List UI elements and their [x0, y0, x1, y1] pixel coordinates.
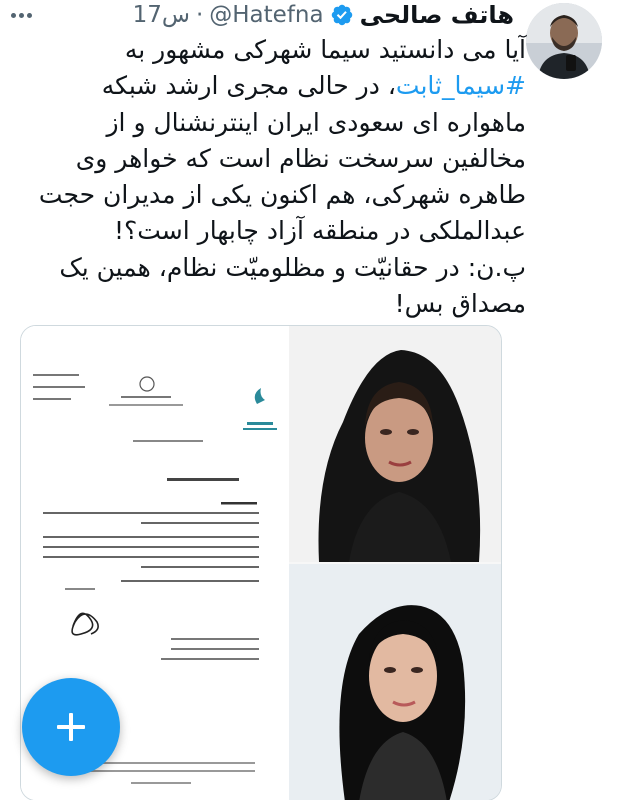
tweet-text-line: مصداق بس! [394, 289, 526, 319]
author-avatar[interactable] [526, 3, 602, 79]
news-anchor-illustration [289, 564, 502, 800]
tweet-text-line: عبدالملکی در منطقه آزاد چابهار است؟! [113, 216, 526, 246]
tweet-text-fragment: ، در حالی مجری ارشد شبکه [101, 71, 396, 101]
hijab-portrait-illustration [289, 326, 502, 562]
hijab-portrait-image[interactable] [289, 326, 502, 562]
tweet-text-line: مخالفین سرسخت نظام است که خواهر وی [75, 143, 526, 173]
news-anchor-image[interactable] [289, 564, 502, 800]
compose-plus-icon [54, 710, 88, 744]
author-handle[interactable]: @Hatefna [209, 2, 324, 28]
compose-tweet-button[interactable] [22, 678, 120, 776]
tweet-text-line: ماهواره ای سعودی ایران اینترنشنال و از [106, 107, 526, 137]
tweet-timestamp[interactable]: 17س [132, 2, 190, 28]
avatar-photo [526, 3, 602, 79]
tweet-text [20, 32, 526, 322]
hashtag-link[interactable]: #سیما_ثابت [395, 71, 526, 101]
more-options-icon[interactable] [8, 4, 34, 26]
tweet-text-line: طاهره شهرکی، هم اکنون یکی از مدیران حجت [38, 180, 526, 210]
tweet-text-line [20, 68, 526, 104]
tweet-text-line: پ.ن: در حقانیّت و مظلومیّت نظام، همین یک [59, 252, 526, 282]
tweet-header [44, 0, 514, 30]
tweet-text-line: آیا می دانستید سیما شهرکی مشهور به [124, 35, 526, 64]
header-separator: · [195, 2, 204, 28]
verified-badge-icon [330, 3, 354, 27]
author-display-name[interactable]: هاتف صالحی [359, 1, 514, 29]
